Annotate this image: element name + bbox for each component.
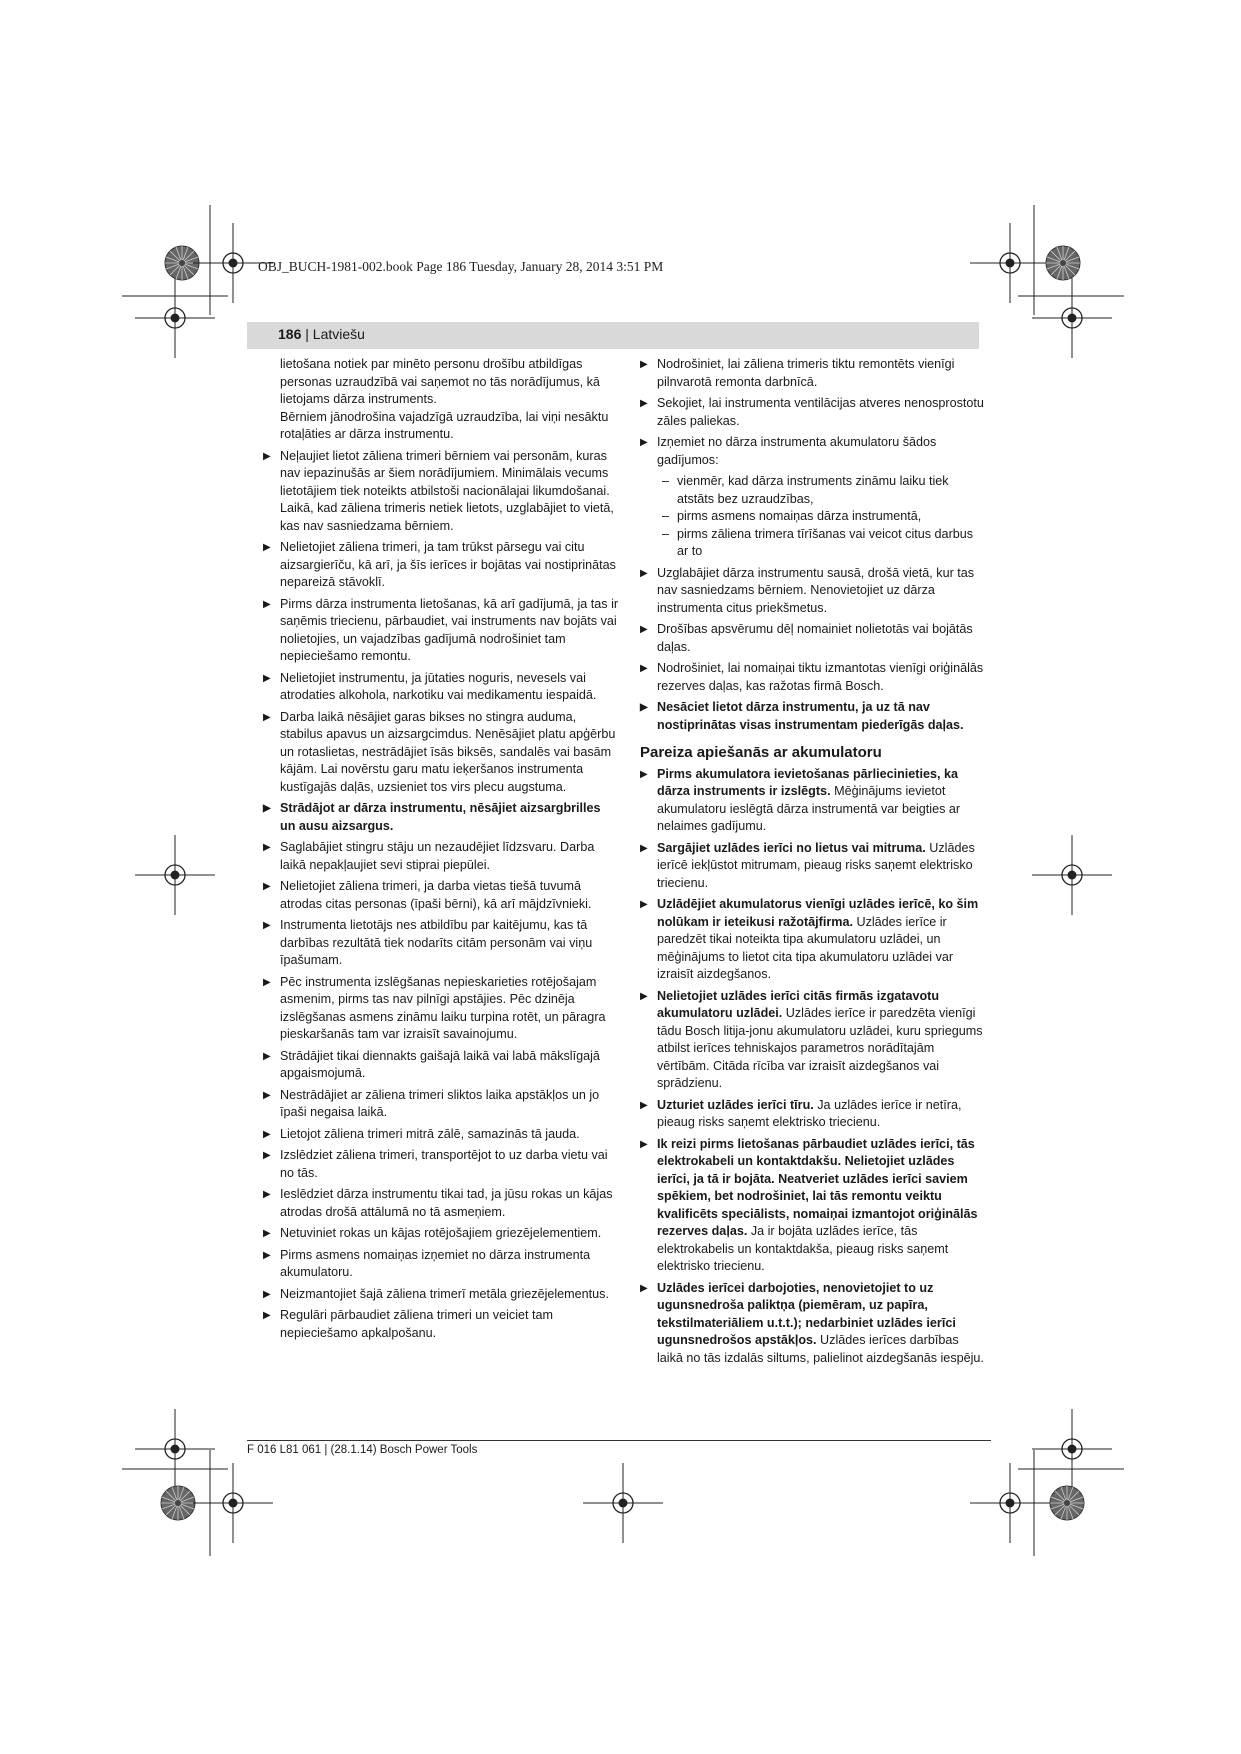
safety-item: ▶ Izslēdziet zāliena trimeri, transportējot to uz darba vietu vai no tās.: [263, 1148, 608, 1180]
bullet-icon: ▶: [640, 663, 648, 674]
sub-item: – pirms zāliena trimera tīrīšanas vai veicot citus darbus ar to: [662, 526, 974, 558]
header-separator: |: [301, 326, 313, 342]
safety-item: ▶ Nelietojiet instrumentu, ja jūtaties noguris, nevesels vai atrodaties alkohola, narkotiku vai medikamentu iespaidā.: [263, 670, 597, 702]
safety-item: ▶ Pirms dārza instrumenta lietošanas, kā arī gadījumā, ja tas ir saņēmis triecienu, pārbaudiet, vai instruments nav bojāts vai nolietojies, un vajadzības gadījumā nodrošiniet tam nepieciešamo remontu.: [263, 596, 619, 663]
bullet-icon: ▶: [263, 881, 271, 892]
bullet-icon: ▶: [263, 1089, 271, 1101]
bullet-icon: ▶: [640, 567, 648, 579]
safety-item: ▶ Nelietojiet zāliena trimeri, ja darba vietas tiešā tuvumā atrodas citas personas (īpaši bērni), kā arī mājdzīvnieki.: [263, 879, 592, 911]
safety-item: ▶ Ieslēdziet dārza instrumentu tikai tad, ja jūsu rokas un kājas atrodas drošā attālumā no tā asmeņiem.: [263, 1187, 613, 1219]
intro-line: Bērniem jānodrošina vajadzīgā uzraudzība, lai viņi nesāktu: [280, 409, 609, 424]
intro-line: rotaļāties ar dārza instrumentu.: [280, 427, 454, 441]
dash-icon: –: [662, 526, 670, 541]
intro-line: lietojams dārza instruments.: [280, 392, 437, 406]
footer-rule: [247, 1440, 991, 1441]
bullet-icon: ▶: [263, 976, 271, 988]
bullet-icon: ▶: [263, 1150, 271, 1161]
safety-item: ▶ Darba laikā nēsājiet garas bikses no stingra auduma, stabilus apavus un aizsargcimdus. Nenēsājiet platu apģērbu un rotaslietas, nestrādājiet īsās biksēs, sandalēs vai basām kājām. Lai novērstu garu matu ieķeršanos instrumenta kustīgajās daļās, uzsieniet tos virs plecu augstuma.: [263, 709, 616, 794]
page-header: [278, 326, 365, 342]
safety-item-bold: ▶ Strādājot ar dārza instrumentu, nēsājiet aizsargbrilles un ausu aizsargus.: [263, 801, 601, 833]
bullet-icon: ▶: [263, 1189, 271, 1200]
safety-item: ▶ Pirms asmens nomaiņas izņemiet no dārza instrumenta akumulatoru.: [263, 1247, 591, 1279]
safety-item: ▶ Neļaujiet lietot zāliena trimeri bērniem vai personām, kuras nav iepazinušās ar šiem norādījumiem. Minimālais vecums lietotājiem tiek noteikts atbilstoši nacionālajai likumdošanai. Laikā, kad zāliena trimeris netiek lietots, uzglabājiet to vietā, kas nav sasniedzama bērniem.: [263, 448, 614, 533]
bullet-icon: ▶: [640, 624, 648, 635]
safety-item: ▶ Izņemiet no dārza instrumenta akumulatoru šādos gadījumos:: [640, 435, 937, 467]
intro-line: lietošana notiek par minēto personu drošību atbildīgas: [280, 357, 583, 371]
safety-item: ▶ Nodrošiniet, lai zāliena trimeris tiktu remontēts vienīgi pilnvarotā remonta darbnīcā.: [640, 357, 955, 389]
dash-icon: –: [662, 509, 670, 523]
bullet-icon: ▶: [263, 450, 271, 462]
bullet-icon: ▶: [640, 1099, 648, 1111]
bullet-icon: ▶: [640, 1282, 648, 1294]
bullet-icon: ▶: [263, 542, 271, 553]
battery-item: ▶ Uzlādējiet akumulatorus vienīgi uzlādes ierīcē, ko šim nolūkam ir ieteikusi ražotājfirma. Uzlādes ierīce ir paredzēt tikai noteikta tipa akumulatoru uzlādei, un mēģinājums to lietot cita tipa akumulatoru uzlādei var izraisīt aizdegšanos.: [640, 897, 979, 981]
bullet-icon: ▶: [263, 1249, 271, 1261]
bullet-icon: ▶: [640, 768, 648, 780]
safety-item: ▶ Instrumenta lietotājs nes atbildību par kaitējumu, kas tā darbības rezultātā tiek nodarīts citām personām vai viņu īpašumam.: [263, 918, 593, 967]
intro-line: personas uzraudzībā vai saņemot no tās norādījumus, kā: [280, 374, 600, 389]
battery-item: ▶ Uzlādes ierīcei darbojoties, nenovietojiet to uz ugunsnedroša paliktņa (piemēram, uz papīra, tekstilmateriāliem u.t.t.); nedarbiniet uzlādes ierīci ugunsnedrošos apstākļos. Uzlādes ierīces darbības laikā no tās izdalās siltums, palielinot aizdegšanās iespēju.: [640, 1280, 984, 1365]
safety-item: ▶ Nelietojiet zāliena trimeri, ja tam trūkst pārsegu vai citu aizsargierīču, kā arī, ja šīs ierīces ir bojātas vai nostiprinātas nepareizā stāvoklī.: [263, 540, 616, 589]
battery-item: ▶ Pirms akumulatora ievietošanas pārliecinieties, ka dārza instruments ir izslēgts. Mēģinājums ievietot akumulatoru ieslēgtā dārza instrumentā var beigties ar nelaimes gadījumu.: [640, 766, 961, 833]
dash-icon: –: [662, 474, 670, 488]
bullet-icon: ▶: [640, 437, 648, 448]
bullet-icon: ▶: [263, 803, 271, 814]
bullet-icon: ▶: [263, 920, 271, 931]
safety-item: ▶ Saglabājiet stingru stāju un nezaudējiet līdzsvaru. Darba laikā nepakļaujiet sevi stiprai piepūlei.: [263, 840, 595, 872]
bullet-icon: ▶: [263, 1050, 271, 1062]
battery-item: ▶ Sargājiet uzlādes ierīci no lietus vai mitruma. Uzlādes ierīcē iekļūstot mitrumam, pieaug risks saņemt elektrisko triecienu.: [640, 840, 975, 890]
battery-item: ▶ Ik reizi pirms lietošanas pārbaudiet uzlādes ierīci, tās elektrokabeli un kontaktdakšu. Nelietojiet uzlādes ierīci, ja tā ir bojāta. Neatveriet uzlādes ierīci saviem spēkiem, bet nodrošiniet, lai tās remontu veiktu kvalificēts speciālists, nomaiņai izmantojot oriģinālās rezerves daļas. Ja ir bojāta uzlādes ierīce, tās elektrokabelis un kontaktdakša, pieaug risks saņemt elektrisko triecienu.: [640, 1136, 978, 1273]
bullet-icon: ▶: [640, 359, 648, 370]
bullet-icon: ▶: [640, 398, 648, 409]
safety-item: ▶ Neizmantojiet šajā zāliena trimerī metāla griezējelementus.: [263, 1286, 619, 1304]
footer-text: F 016 L81 061 | (28.1.14) Bosch Power Tools: [247, 1444, 478, 1456]
bullet-icon: ▶: [263, 598, 271, 610]
bullet-icon: ▶: [263, 1228, 271, 1239]
bullet-icon: ▶: [263, 842, 271, 853]
safety-item: ▶ Lietojot zāliena trimeri mitrā zālē, samazinās tā jauda.: [263, 1126, 619, 1144]
safety-item: ▶ Nestrādājiet ar zāliena trimeri sliktos laika apstākļos un jo īpaši negaisa laikā.: [263, 1087, 600, 1119]
sub-item: – pirms asmens nomaiņas dārza instrumentā,: [640, 508, 986, 526]
safety-item: ▶ Sekojiet, lai instrumenta ventilācijas atveres nenosprostotu zāles paliekas.: [640, 396, 984, 428]
bullet-icon: ▶: [263, 1128, 271, 1140]
bullet-icon: ▶: [263, 711, 271, 723]
header-language: Latviešu: [312, 326, 365, 342]
safety-item: ▶ Netuviniet rokas un kājas rotējošajiem griezējelementiem.: [263, 1225, 619, 1243]
battery-item: ▶ Nelietojiet uzlādes ierīci citās firmās izgatavotu akumulatoru uzlādei. Uzlādes ierīce ir paredzēta vienīgi tādu Bosch litija-jonu akumulatoru uzlādei, kuru spriegums atbilst ierīces tehniskajos parametros norādītajām vērtībām. Citāda rīcība var izraisīt aizdegšanos vai sprādzienu.: [640, 988, 983, 1090]
section-title: Pareiza apiešanās ar akumulatoru: [640, 744, 882, 761]
book-info-line: OBJ_BUCH-1981-002.book Page 186 Tuesday, January 28, 2014 3:51 PM: [258, 259, 664, 274]
page-number: 186: [278, 326, 302, 342]
safety-item-bold: ▶ Nesāciet lietot dārza instrumentu, ja uz tā nav nostiprinātas visas instrumentam piederīgās daļas.: [640, 700, 964, 732]
bullet-icon: ▶: [640, 702, 648, 713]
bullet-icon: ▶: [263, 1310, 271, 1321]
intro-paragraph: [280, 356, 619, 444]
safety-item: ▶ Strādājiet tikai diennakts gaišajā laikā vai labā mākslīgajā apgaismojumā.: [263, 1048, 600, 1080]
safety-item: ▶ Nodrošiniet, lai nomaiņai tiktu izmantotas vienīgi oriģinālās rezerves daļas, kas ražotas firmā Bosch.: [640, 661, 984, 693]
safety-item: ▶ Uzglabājiet dārza instrumentu sausā, drošā vietā, kur tas nav sasniedzams bērniem. Nenovietojiet uz dārza instrumenta citus priekšmetus.: [640, 565, 975, 615]
safety-item: ▶ Regulāri pārbaudiet zāliena trimeri un veiciet tam nepieciešamo apkalpošanu.: [263, 1308, 553, 1340]
bullet-icon: ▶: [640, 899, 648, 910]
safety-item: ▶ Drošības apsvērumu dēļ nomainiet nolietotās vai bojātās daļas.: [640, 622, 973, 654]
safety-item: ▶ Pēc instrumenta izslēgšanas nepieskarieties rotējošajam asmenim, pirms tas nav pilnīgi apstājies. Pēc dzinēja izslēgšanas asmens zināmu laiku turpina rotēt, un pāragra pieskaršanās tam var izraisīt savainojumu.: [263, 974, 606, 1041]
bullet-icon: ▶: [263, 672, 271, 684]
right-column: [640, 356, 986, 1371]
bullet-icon: ▶: [640, 1138, 648, 1150]
bullet-icon: ▶: [263, 1288, 271, 1300]
left-column: [263, 356, 619, 1346]
sub-item: – vienmēr, kad dārza instruments zināmu laiku tiek atstāts bez uzraudzības,: [662, 474, 949, 506]
bullet-icon: ▶: [640, 990, 648, 1002]
bullet-icon: ▶: [640, 842, 648, 854]
battery-item: ▶ Uzturiet uzlādes ierīci tīru. Ja uzlādes ierīce ir netīra, pieaug risks saņemt elektrisko triecienu.: [640, 1097, 962, 1129]
